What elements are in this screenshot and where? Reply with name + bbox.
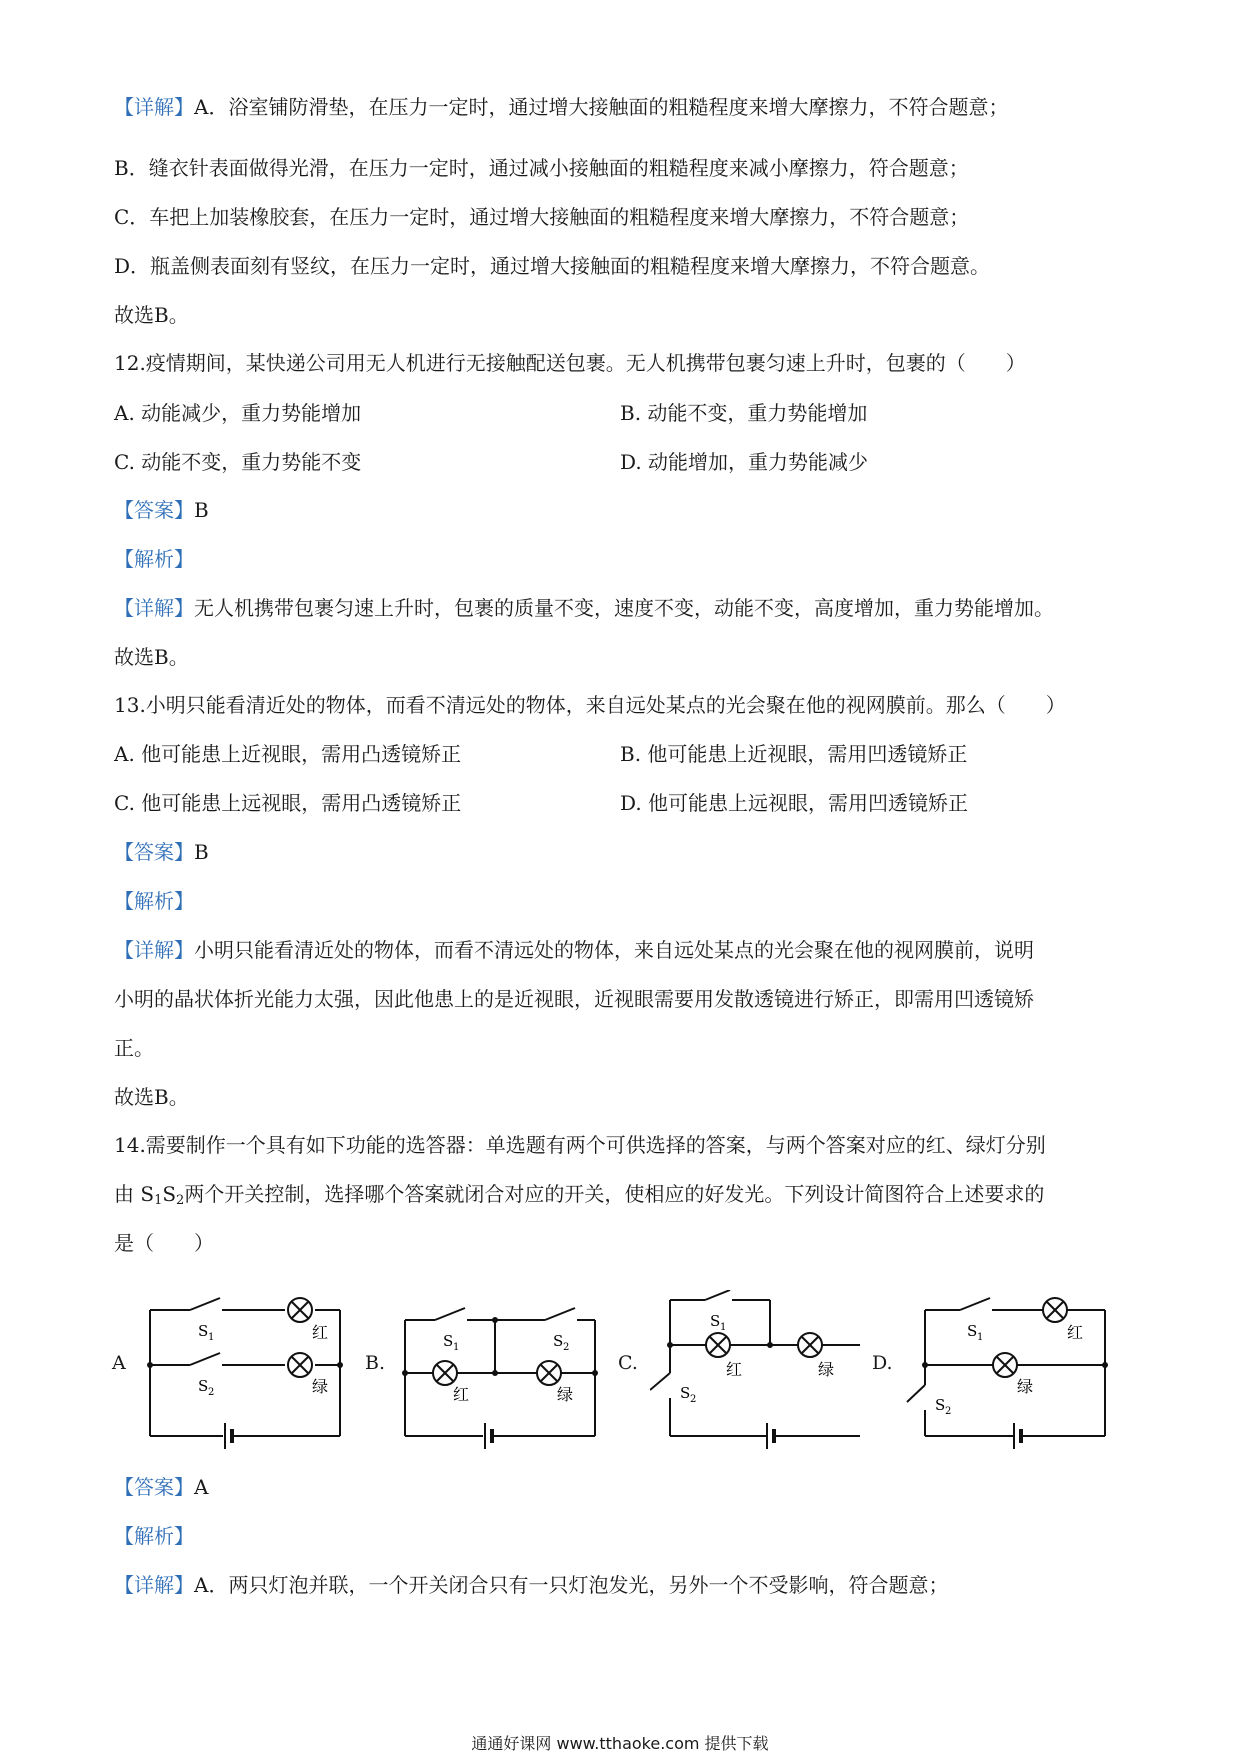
q14-detail-a-text: A．两只灯泡并联，一个开关闭合只有一只灯泡发光，另外一个不受影响，符合题意； [194, 1573, 949, 1597]
q14-stem-2 [114, 1181, 1044, 1214]
circuit-b-s1: S [443, 1332, 454, 1350]
detail-tag: 【详解】 [114, 95, 194, 119]
circuit-a-s2: S [198, 1377, 209, 1395]
detail-tag: 【详解】 [114, 1573, 194, 1597]
q14-stem-1: 14.需要制作一个具有如下功能的选答器：单选题有两个可供选择的答案，与两个答案对应的红、绿灯分别 [114, 1133, 1046, 1157]
circuit-a-s1: S [198, 1322, 209, 1340]
circuit-b-green: 绿 [557, 1385, 574, 1404]
circuit-label-b: B. [365, 1352, 386, 1374]
analysis-tag: 【解析】 [114, 1524, 194, 1548]
q13-stem: 13.小明只能看清近处的物体，而看不清远处的物体，来自远处某点的光会聚在他的视网膜前。那么（ ） [114, 693, 1066, 717]
circuit-diagram-d [905, 1290, 1115, 1450]
circuit-d-green: 绿 [1017, 1377, 1034, 1396]
q14-stem-sub2: 2 [176, 1193, 185, 1208]
q12-option-d: D. 动能增加，重力势能减少 [620, 450, 869, 474]
circuit-b-s1-sub: 1 [453, 1342, 460, 1353]
answer-tag: 【答案】 [114, 840, 194, 864]
circuit-c-s2-sub: 2 [690, 1394, 697, 1405]
circuit-d-s2: S [935, 1396, 946, 1414]
q11-detail-d: D．瓶盖侧表面刻有竖纹，在压力一定时，通过增大接触面的粗糙程度来增大摩擦力，不符合题意。 [114, 254, 991, 278]
circuit-d-s2-sub: 2 [945, 1406, 952, 1417]
q11-detail-c: C．车把上加装橡胶套，在压力一定时，通过增大接触面的粗糙程度来增大摩擦力，不符合题意； [114, 205, 970, 229]
q14-stem-3: 是（ ） [114, 1231, 214, 1255]
q12-detail [114, 595, 1054, 621]
q13-option-a: A. 他可能患上近视眼，需用凸透镜矫正 [114, 742, 462, 766]
q13-detail-3: 正。 [114, 1036, 154, 1060]
circuit-b-red: 红 [453, 1385, 470, 1404]
q13-detail-2: 小明的晶状体折光能力太强，因此他患上的是近视眼，近视眼需要用发散透镜进行矫正，即需用凹透镜矫 [114, 987, 1034, 1011]
q14-stem-sub1: 1 [154, 1193, 163, 1208]
q12-stem: 12.疫情期间，某快递公司用无人机进行无接触配送包裹。无人机携带包裹匀速上升时，包裹的（ ） [114, 351, 1026, 375]
q11-detail-a [114, 94, 1008, 120]
circuit-a-green: 绿 [312, 1377, 329, 1396]
answer-tag: 【答案】 [114, 1475, 194, 1499]
q12-answer [114, 497, 209, 523]
circuit-c-green: 绿 [818, 1360, 835, 1379]
q13-analysis [114, 888, 194, 914]
circuit-c-s2: S [680, 1384, 691, 1402]
circuit-a-s1-sub: 1 [208, 1332, 215, 1343]
q13-detail-1-text: 小明只能看清近处的物体，而看不清远处的物体，来自远处某点的光会聚在他的视网膜前，说明 [194, 938, 1034, 962]
circuit-b-s2-sub: 2 [563, 1342, 570, 1353]
circuit-label-d: D. [872, 1352, 893, 1374]
q12-option-b: B. 动能不变，重力势能增加 [620, 401, 868, 425]
q14-stem-2b: S [162, 1182, 177, 1206]
q13-detail-1 [114, 937, 1034, 963]
circuit-b-s2: S [553, 1332, 564, 1350]
q12-analysis [114, 546, 194, 572]
analysis-tag: 【解析】 [114, 889, 194, 913]
circuit-c-red: 红 [726, 1360, 743, 1379]
q13-choose: 故选B。 [114, 1085, 189, 1109]
circuit-diagram-b [395, 1290, 605, 1450]
circuit-label-a: A [112, 1352, 126, 1374]
q14-answer [114, 1474, 208, 1500]
q12-answer-value: B [194, 498, 209, 522]
q13-option-c: C. 他可能患上远视眼，需用凸透镜矫正 [114, 791, 462, 815]
circuit-diagram-c [650, 1290, 860, 1450]
q12-option-a: A. 动能减少，重力势能增加 [114, 401, 362, 425]
circuit-c-s1-sub: 1 [720, 1322, 727, 1333]
q13-option-d: D. 他可能患上远视眼，需用凹透镜矫正 [620, 791, 969, 815]
page-footer: 通通好课网 www.tthaoke.com 提供下载 [471, 1734, 769, 1753]
circuit-a-red: 红 [312, 1323, 329, 1342]
q11-detail-a-text: A．浴室铺防滑垫，在压力一定时，通过增大接触面的粗糙程度来增大摩擦力，不符合题意； [194, 95, 1009, 119]
circuit-d-s1: S [967, 1322, 978, 1340]
q14-analysis [114, 1523, 194, 1549]
circuit-label-c: C. [618, 1352, 638, 1374]
circuit-diagram-a [140, 1290, 350, 1450]
detail-tag: 【详解】 [114, 938, 194, 962]
answer-tag: 【答案】 [114, 498, 194, 522]
circuit-d-red: 红 [1067, 1323, 1084, 1342]
q13-answer-value: B [194, 840, 209, 864]
circuit-a-s2-sub: 2 [208, 1387, 215, 1398]
q14-stem-2a: 由 S [114, 1182, 155, 1206]
q14-stem-2c: 两个开关控制，选择哪个答案就闭合对应的开关，使相应的好发光。下列设计简图符合上述要求的 [184, 1182, 1045, 1206]
q14-detail-a [114, 1572, 948, 1598]
circuit-d-s1-sub: 1 [977, 1332, 984, 1343]
q11-detail-b: B．缝衣针表面做得光滑，在压力一定时，通过减小接触面的粗糙程度来减小摩擦力，符合题意； [114, 156, 969, 180]
q12-option-c: C. 动能不变，重力势能不变 [114, 450, 362, 474]
q12-choose: 故选B。 [114, 645, 189, 669]
q14-answer-value: A [194, 1475, 209, 1499]
circuit-c-s1: S [710, 1312, 721, 1330]
q12-detail-text: 无人机携带包裹匀速上升时，包裹的质量不变，速度不变，动能不变，高度增加，重力势能增加。 [194, 596, 1054, 620]
q13-option-b: B. 他可能患上近视眼，需用凹透镜矫正 [620, 742, 968, 766]
analysis-tag: 【解析】 [114, 547, 194, 571]
q13-answer [114, 839, 209, 865]
detail-tag: 【详解】 [114, 596, 194, 620]
q11-choose: 故选B。 [114, 303, 189, 327]
